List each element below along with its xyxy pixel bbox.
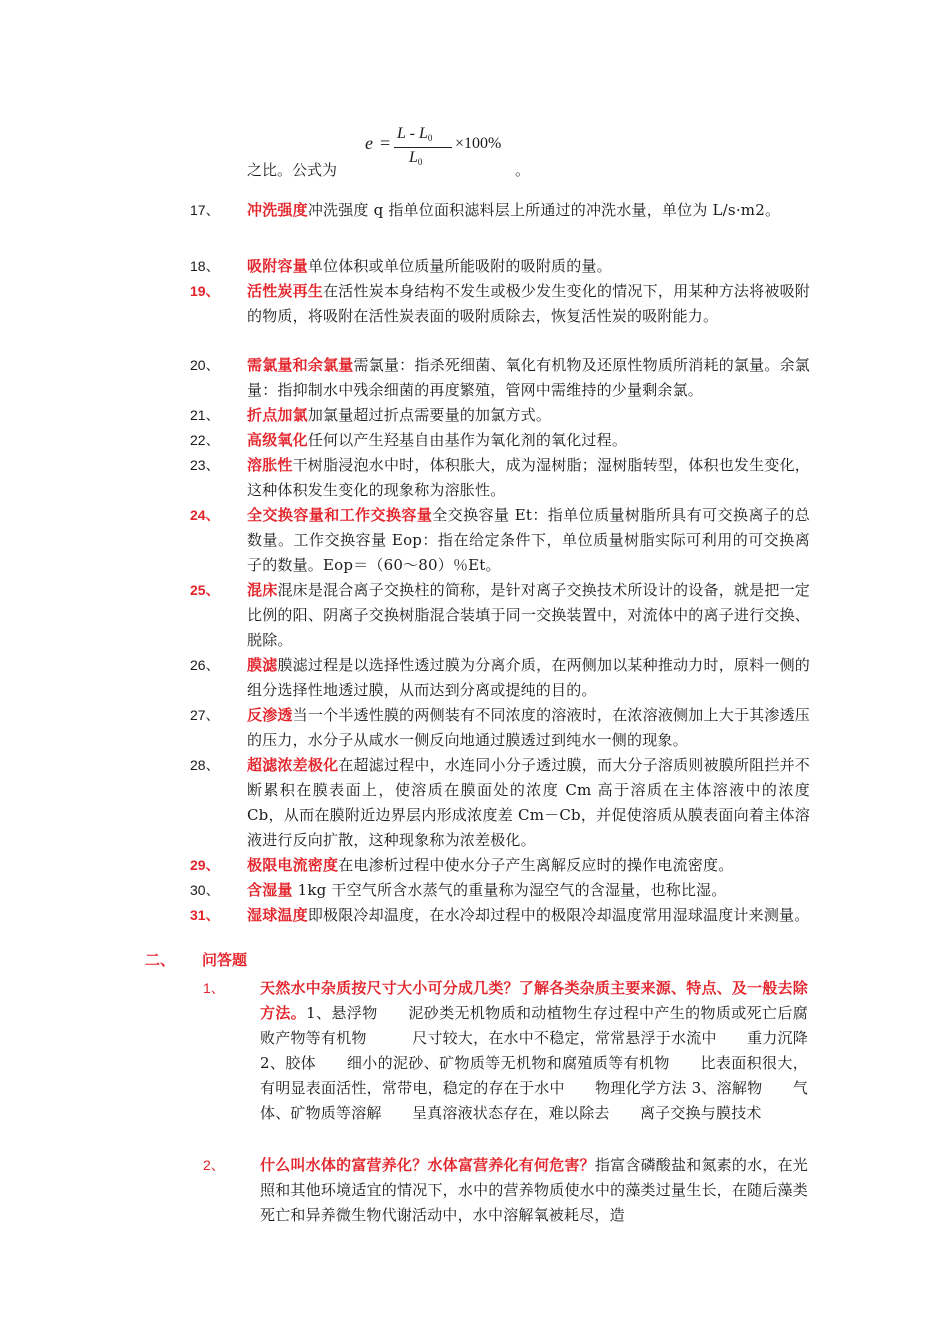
denominator-sub: 0 (417, 157, 423, 167)
item-definition: 1kg 干空气所含水蒸气的重量称为湿空气的含湿量，也称比湿。 (292, 881, 727, 899)
item-term: 反渗透 (247, 706, 293, 724)
item-body (247, 503, 810, 578)
section-title: 问答题 (202, 951, 248, 969)
item-term: 冲洗强度 (247, 201, 308, 219)
item-definition: 在电渗析过程中使水分子产生离解反应时的操作电流密度。 (338, 856, 734, 874)
question-answer: 1、悬浮物 泥砂类无机物质和动植物生存过程中产生的物质或死亡后腐败产物等有机物 尺寸较大，在水中不稳定，常常悬浮于水流中 重力沉降 2、胶体 细小的泥砂、矿物质等无机物和腐殖质等有机物 比表面积很大，有明显表面活性，常带电，稳定的存在于水中 物理化学方法 3、溶解物 气体、矿物质等溶解 呈真溶液状态存在，难以除去 离子交换与膜技术 (260, 1004, 808, 1122)
formula-line (247, 125, 547, 180)
item-definition: 在活性炭本身结构不发生或极少发生变化的情况下，用某种方法将被吸附的物质，将吸附在活性炭表面的吸附质除去，恢复活性炭的吸附能力。 (247, 282, 810, 325)
item-number: 31、 (190, 907, 220, 923)
item-definition: 冲洗强度 q 指单位面积滤料层上所通过的冲洗水量，单位为 L/s·m2。 (307, 201, 781, 219)
item-number: 22、 (190, 432, 220, 448)
item-term: 活性炭再生 (247, 282, 324, 300)
item-definition: 加氯量超过折点需要量的加氯方式。 (307, 406, 552, 424)
item-definition: 全交换容量 Et：指单位质量树脂所具有可交换离子的总数量。工作交换容量 Eop：指在给定条件下，单位质量树脂实际可利用的可交换离子的数量。Eop＝（60～80）％Et。 (247, 506, 811, 574)
formula-numerator (397, 125, 432, 143)
item-term: 折点加氯 (247, 406, 308, 424)
item-body (247, 428, 810, 453)
item-term: 溶胀性 (247, 456, 293, 474)
definition-item (190, 653, 810, 703)
definition-item (190, 703, 810, 753)
item-body (247, 753, 810, 853)
item-definition: 任何以产生羟基自由基作为氧化剂的氧化过程。 (307, 431, 628, 449)
section-number: 二、 (145, 951, 176, 969)
definition-item (190, 279, 810, 329)
definition-item (190, 428, 810, 453)
question-title: 什么叫水体的富营养化？水体富营养化有何危害？ (260, 1156, 595, 1174)
definition-item (190, 878, 810, 903)
item-term: 全交换容量和工作交换容量 (247, 506, 433, 524)
question-item (203, 1153, 808, 1228)
definition-item (190, 578, 810, 653)
item-term: 混床 (247, 581, 278, 599)
item-term: 含湿量 (247, 881, 293, 899)
denominator-text: L (409, 149, 418, 166)
item-body (247, 703, 810, 753)
item-body (247, 403, 810, 428)
question-number: 1、 (203, 980, 225, 996)
item-body (247, 903, 810, 928)
definition-item (190, 254, 810, 279)
item-number: 23、 (190, 457, 220, 473)
formula-denominator (409, 149, 422, 167)
question-number: 2、 (203, 1157, 225, 1173)
item-body (247, 198, 810, 223)
definition-item (190, 403, 810, 428)
numerator-text: L - L (397, 125, 428, 142)
item-number: 28、 (190, 757, 220, 773)
item-definition: 在超滤过程中，水连同小分子透过膜，而大分子溶质则被膜所阻拦并不断累积在膜表面上，使溶质在膜面处的浓度 Cm 高于溶质在主体溶液中的浓度 Cb，从而在膜附近边界层内形成浓度差 Cm－Cb，并促使溶质从膜表面向着主体溶液进行反向扩散，这种现象称为浓差极化。 (247, 756, 810, 849)
item-definition: 单位体积或单位质量所能吸附的吸附质的量。 (307, 257, 612, 275)
question-body (260, 976, 808, 1126)
item-term: 超滤浓差极化 (247, 756, 339, 774)
item-body (247, 353, 810, 403)
item-body (247, 279, 810, 329)
item-number: 24、 (190, 507, 220, 523)
item-definition: 干树脂浸泡水中时，体积胀大，成为湿树脂；湿树脂转型，体积也发生变化，这种体积发生变化的现象称为溶胀性。 (247, 456, 810, 499)
definition-item (190, 753, 810, 853)
item-number: 20、 (190, 357, 220, 373)
item-body (247, 878, 810, 903)
formula-prefix: 之比。公式为 (247, 161, 338, 179)
formula-lhs: e (365, 133, 373, 153)
item-term: 极限电流密度 (247, 856, 339, 874)
item-body (247, 578, 810, 653)
definition-item (190, 453, 810, 503)
item-number: 21、 (190, 407, 220, 423)
item-term: 膜滤 (247, 656, 278, 674)
formula-times: ×100% (455, 135, 502, 152)
question-answer: 指富含磷酸盐和氮素的水，在光照和其他环境适宜的情况下，水中的营养物质使水中的藻类过量生长，在随后藻类死亡和异养微生物代谢活动中，水中溶解氧被耗尽，造 (260, 1156, 808, 1224)
item-body (247, 853, 810, 878)
item-term: 高级氧化 (247, 431, 308, 449)
section-heading (145, 948, 248, 973)
question-body (260, 1153, 808, 1228)
item-term: 需氯量和余氯量 (247, 356, 354, 374)
definition-item (190, 903, 810, 928)
formula-suffix: 。 (515, 161, 531, 179)
question-title: 天然水中杂质按尺寸大小可分成几类？了解各类杂质主要来源、特点、及一般去除方法。 (260, 979, 808, 1022)
item-definition: 混床是混合离子交换柱的简称，是针对离子交换技术所设计的设备，就是把一定比例的阳、阴离子交换树脂混合装填于同一交换装置中，对流体中的离子进行交换、脱除。 (247, 581, 810, 649)
item-term: 湿球温度 (247, 906, 308, 924)
item-term: 吸附容量 (247, 257, 308, 275)
item-number: 27、 (190, 707, 220, 723)
item-definition: 即极限冷却温度，在水冷却过程中的极限冷却温度常用湿球温度计来测量。 (307, 906, 810, 924)
definition-item (190, 353, 810, 403)
item-number: 19、 (190, 283, 220, 299)
item-number: 29、 (190, 857, 220, 873)
item-body (247, 653, 810, 703)
formula-equals: = (380, 133, 391, 153)
item-number: 25、 (190, 582, 220, 598)
item-body (247, 453, 810, 503)
item-number: 17、 (190, 202, 220, 218)
question-item (203, 976, 808, 1126)
item-definition: 当一个半透性膜的两侧装有不同浓度的溶液时，在浓溶液侧加上大于其渗透压的压力，水分子从咸水一侧反向地通过膜透过到纯水一侧的现象。 (247, 706, 810, 749)
definition-item (190, 198, 810, 223)
item-number: 26、 (190, 657, 220, 673)
item-definition: 膜滤过程是以选择性透过膜为分离介质，在两侧加以某种推动力时，原料一侧的组分选择性地透过膜，从而达到分离或提纯的目的。 (247, 656, 810, 699)
item-number: 18、 (190, 258, 220, 274)
definition-item (190, 503, 810, 578)
item-definition: 需氯量：指杀死细菌、氧化有机物及还原性物质所消耗的氯量。余氯量：指抑制水中残余细菌的再度繁殖，管网中需维持的少量剩余氯。 (247, 356, 810, 399)
definition-item (190, 853, 810, 878)
fraction-bar (394, 147, 452, 148)
item-body (247, 254, 810, 279)
item-number: 30、 (190, 882, 220, 898)
numerator-sub: 0 (427, 133, 433, 143)
